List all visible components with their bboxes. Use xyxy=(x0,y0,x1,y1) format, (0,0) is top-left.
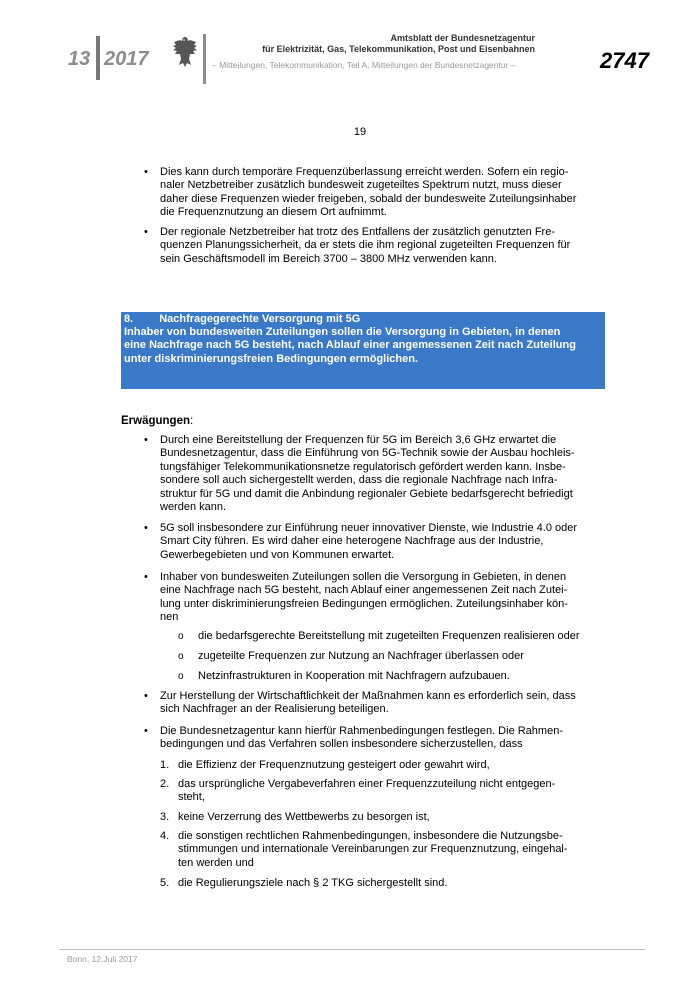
issue-number: 13 xyxy=(68,48,91,70)
header-divider-2 xyxy=(203,34,206,84)
sub-list-item: o Netzinfrastrukturen in Kooperation mit Nachfragern aufzubauen. xyxy=(198,670,510,683)
issue-year: 2017 xyxy=(104,48,149,70)
list-item: • Durch eine Bereitstellung der Frequenzen für 5G im Bereich 3,6 GHz erwartet die Bundesnetzagentur, dass die Einführung von 5G-Technik sowie der Ausbau hochleis- tungsfähiger Telekommunikationsnetze regulatorisch gefördert werden kann. Insbe- sondere soll auch sichergestellt werden, dass die regionale Nachfrage nach Infra- struktur für 5G und damit die Anbindung regionaler Gebiete bedarfsgerecht befriedigt werden kann. xyxy=(160,434,605,514)
gazette-title: Amtsblatt der Bundesnetzagentur für Elektrizität, Gas, Telekommunikation, Post und Eisenbahnen xyxy=(262,33,535,54)
numbered-item: 2. das ursprüngliche Vergabeverfahren einer Frequenzzuteilung nicht entgegen- steht, xyxy=(160,778,556,804)
list-item: • Zur Herstellung der Wirtschaftlichkeit der Maßnahmen kann es erforderlich sein, dass sich Nachfrager an der Realisierung beteiligen. xyxy=(160,690,605,717)
federal-eagle-icon xyxy=(170,34,200,70)
gazette-page-number: 2747 xyxy=(600,48,649,73)
gazette-subtitle: – Mitteilungen, Telekommunikation, Teil A, Mitteilungen der Bundesnetzagentur – xyxy=(212,60,516,70)
numbered-item: 1. die Effizienz der Frequenznutzung gesteigert oder gewahrt wird, xyxy=(160,759,490,771)
header-divider xyxy=(96,36,100,80)
considerations-heading: Erwägungen: xyxy=(121,415,194,427)
section-heading: 8. Nachfragegerechte Versorgung mit 5G xyxy=(124,313,361,325)
list-item: • Die Bundesnetzagentur kann hierfür Rahmenbedingungen festlegen. Die Rahmen- bedingungen und das Verfahren sollen insbesondere sicherzustellen, dass xyxy=(160,725,605,752)
list-item: • Inhaber von bundesweiten Zuteilungen sollen die Versorgung in Gebieten, in denen eine Nachfrage nach 5G besteht, nach Ablauf einer angemessenen Zeit nach Zutei- lung unter diskriminierungsfreien Bedingungen ermöglichen. Zuteilungsinhaber kön- nen xyxy=(160,571,605,625)
list-item: • Der regionale Netzbetreiber hat trotz des Entfallens der zusätzlich genutzten Fre- quenzen Planungssicherheit, da er stets die ihm regional zugeteilten Frequenzen für sein Geschäftsmodell im Bereich 3700 – 3800 MHz verwenden kann. xyxy=(160,226,605,266)
footer-divider xyxy=(60,949,645,950)
section-box xyxy=(121,312,605,389)
list-item: • Dies kann durch temporäre Frequenzüberlassung erreicht werden. Sofern ein regio- naler Netzbetreiber zusätzlich bundesweit zugeteiltes Spektrum nutzt, muss dieser daher diese Frequenzen wieder freigeben, sobald der bundesweite Zuteilungsinhaber die Frequenznutzung an diesem Ort aufnimmt. xyxy=(160,166,605,220)
footer-date: Bonn, 12.Juli 2017 xyxy=(67,954,138,964)
sub-list-item: o zugeteilte Frequenzen zur Nutzung an Nachfrager überlassen oder xyxy=(198,650,524,663)
list-item: • 5G soll insbesondere zur Einführung neuer innovativer Dienste, wie Industrie 4.0 oder Smart City führen. Es wird daher eine heterogene Nachfrage aus der Industrie, Gewerbegebieten und von Kommunen erwartet. xyxy=(160,522,605,562)
sub-list-item: o die bedarfsgerechte Bereitstellung mit zugeteilten Frequenzen realisieren oder xyxy=(198,630,580,643)
numbered-item: 3. keine Verzerrung des Wettbewerbs zu besorgen ist, xyxy=(160,811,430,823)
document-page-number: 19 xyxy=(353,126,367,138)
numbered-item: 4. die sonstigen rechtlichen Rahmenbedingungen, insbesondere die Nutzungsbe- stimmungen und internationale Vereinbarungen zur Frequenznutzung, eingehal- ten werden und xyxy=(160,830,568,869)
numbered-item: 5. die Regulierungsziele nach § 2 TKG sichergestellt sind. xyxy=(160,877,448,889)
section-text: Inhaber von bundesweiten Zuteilungen sollen die Versorgung in Gebieten, in denen eine Nachfrage nach 5G besteht, nach Ablauf einer angemessenen Zeit nach Zuteilung unter diskriminierungsfreien Bedingungen ermöglichen. xyxy=(124,326,576,365)
